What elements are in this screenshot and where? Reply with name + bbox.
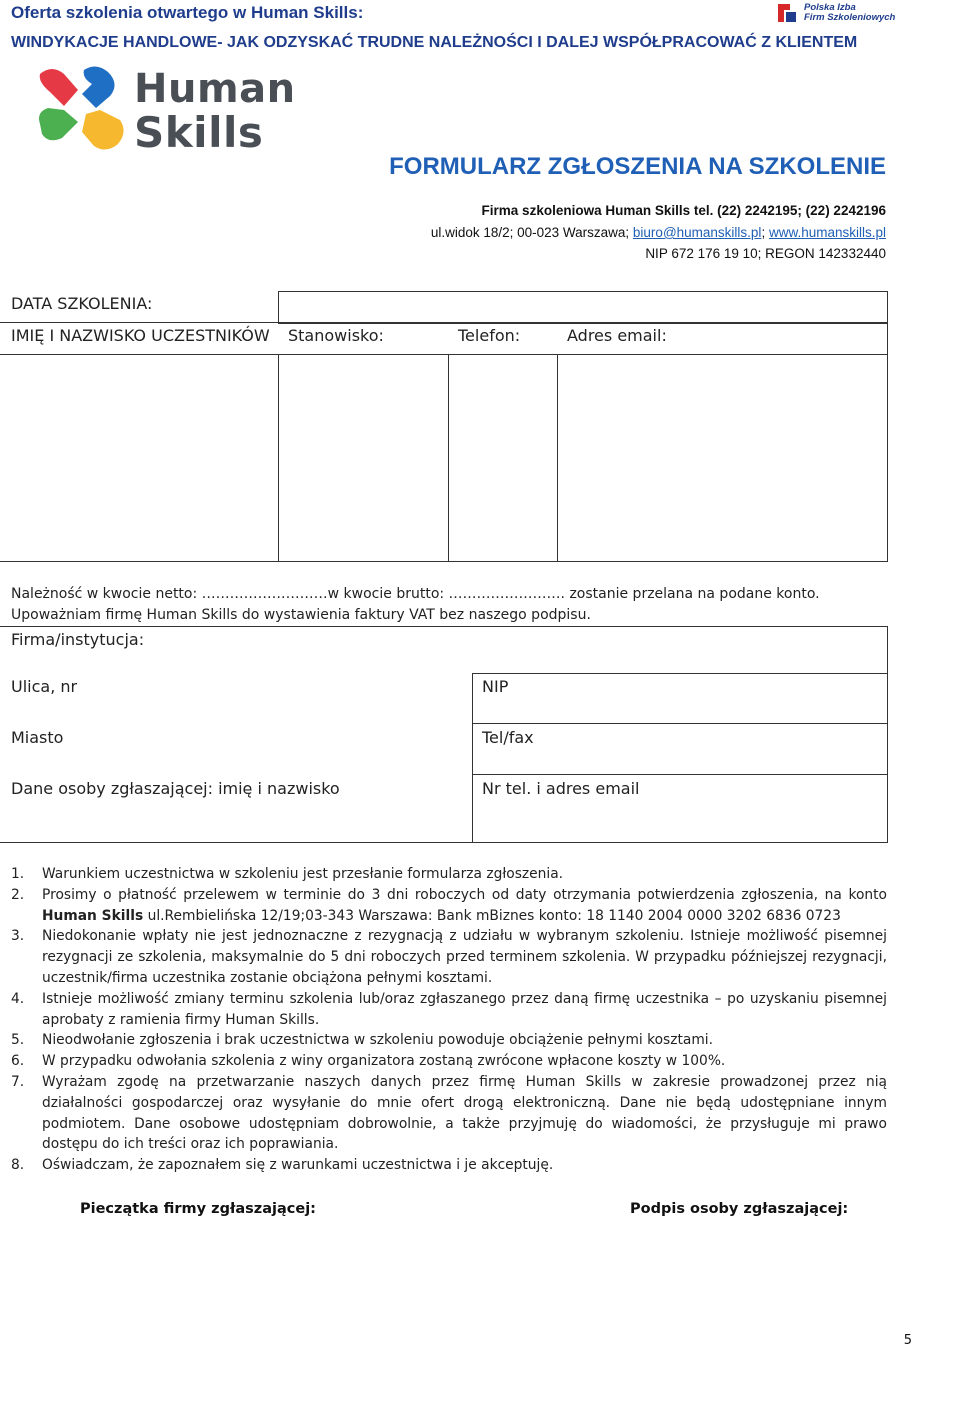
nip-label: NIP bbox=[482, 677, 509, 696]
terms-item bbox=[11, 1155, 887, 1176]
terms-item bbox=[11, 864, 887, 885]
terms-number: 7. bbox=[11, 1073, 25, 1090]
date-label: DATA SZKOLENIA: bbox=[11, 294, 153, 313]
pifs-mark-icon bbox=[776, 2, 798, 24]
terms-text bbox=[42, 885, 887, 927]
terms-text: Nieodwołanie zgłoszenia i brak uczestnictwa w szkoleniu powoduje obciążenie pełnymi kosztami. bbox=[42, 1032, 714, 1049]
company-contact-line: Firma szkoleniowa Human Skills tel. (22) 2242195; (22) 2242196 bbox=[481, 203, 886, 218]
terms-number: 3. bbox=[11, 928, 25, 945]
terms-item bbox=[11, 1051, 887, 1072]
applicant-label: Dane osoby zgłaszającej: imię i nazwisko bbox=[11, 779, 340, 798]
terms-item bbox=[11, 1072, 887, 1155]
terms-text-bold: Human Skills bbox=[42, 907, 144, 924]
telfax-label: Tel/fax bbox=[482, 728, 534, 747]
col-phone: Telefon: bbox=[458, 326, 521, 345]
pifs-logo-line2: Firm Szkoleniowych bbox=[804, 12, 896, 23]
col-email: Adres email: bbox=[567, 326, 667, 345]
street-label: Ulica, nr bbox=[11, 677, 78, 696]
terms-number: 8. bbox=[11, 1157, 25, 1174]
company-grid bbox=[0, 626, 888, 843]
terms-item bbox=[11, 885, 887, 927]
city-label: Miasto bbox=[11, 728, 64, 747]
terms-text-part: ul.Rembielińska 12/19;03-343 Warszawa: Bank mBiznes konto: 18 1140 2004 0000 3202 6836 0723 bbox=[143, 907, 841, 924]
separator: ; bbox=[761, 225, 769, 240]
terms-number: 2. bbox=[11, 886, 25, 903]
name-entry-area[interactable] bbox=[1, 356, 277, 561]
terms-item bbox=[11, 989, 887, 1031]
terms-text: W przypadku odwołania szkolenia z winy organizatora zostaną zwrócone wpłacone koszty w 100%. bbox=[42, 1053, 726, 1070]
pifs-logo bbox=[776, 0, 896, 30]
terms-item bbox=[11, 1030, 887, 1051]
col-name: IMIĘ I NAZWISKO UCZESTNIKÓW bbox=[11, 326, 270, 345]
terms-text: Istnieje możliwość zmiany terminu szkolenia lub/oraz zgłaszanego przez daną firmę uczestnika – po uzyskaniu pisemnej aprobaty z ramienia firmy Human Skills. bbox=[42, 990, 887, 1028]
terms-number: 5. bbox=[11, 1032, 25, 1049]
payment-line: Należność w kwocie netto: ………………………w kwocie brutto: ……………………. zostanie przelana na podane konto. bbox=[11, 586, 820, 602]
website-link[interactable]: www.humanskills.pl bbox=[768, 225, 886, 240]
date-cell[interactable] bbox=[278, 291, 888, 324]
terms-text: Niedokonanie wpłaty nie jest jednoznaczne z rezygnacją z udziału w wybranym szkoleniu. Istnieje możliwość pisemnej rezygnacji ze szkolenia, maksymalnie do 5 dni roboczych przed terminem szkolenia. W przypadku późniejszej rezygnacji, uczestnik/firma uczestnika zostanie obciążona pełnymi kosztami. bbox=[42, 928, 887, 986]
phone-email-label: Nr tel. i adres email bbox=[482, 779, 640, 798]
address-line bbox=[431, 225, 886, 240]
human-skills-logo bbox=[34, 62, 296, 162]
col-position: Stanowisko: bbox=[288, 326, 384, 345]
pifs-logo-line1: Polska Izba bbox=[804, 2, 856, 13]
page-number: 5 bbox=[903, 1333, 912, 1348]
terms-list bbox=[11, 864, 887, 1176]
terms-item bbox=[11, 926, 887, 988]
terms-text: Warunkiem uczestnictwa w szkoleniu jest przesłanie formularza zgłoszenia. bbox=[42, 866, 564, 882]
position-entry-area[interactable] bbox=[280, 356, 447, 561]
brand-line2: Skills bbox=[134, 108, 264, 157]
company-label: Firma/instytucja: bbox=[11, 630, 145, 649]
form-title: FORMULARZ ZGŁOSZENIA NA SZKOLENIE bbox=[389, 153, 886, 180]
course-title: WINDYKACJE HANDLOWE- JAK ODZYSKAĆ TRUDNE NALEŻNOŚCI I DALEJ WSPÓŁPRACOWAĆ Z KLIENTEM bbox=[11, 34, 858, 51]
address-text: ul.widok 18/2; 00-023 Warszawa; bbox=[430, 225, 633, 240]
email-entry-area[interactable] bbox=[559, 356, 887, 561]
terms-text-part: Prosimy o płatność przelewem w terminie do 3 dni roboczych od daty otrzymania potwierdzenia zgłoszenia, na konto bbox=[42, 886, 887, 903]
terms-text: Wyrażam zgodę na przetwarzanie naszych danych przez firmę Human Skills w zakresie prowadzonej przez nią działalności gospodarczej oraz wysyłanie do mnie ofert drogą elektroniczną. Dane nie będą udostępniane innym podmiotem. Dane osobowe udostępniam dobrowolnie, a także przyjmuję do wiadomości, że przysługuje mi prawo dostępu do ich treści oraz ich poprawiania. bbox=[42, 1073, 887, 1153]
terms-number: 6. bbox=[11, 1053, 25, 1070]
stamp-label: Pieczątka firmy zgłaszającej: bbox=[80, 1201, 316, 1217]
offer-line: Oferta szkolenia otwartego w Human Skills: bbox=[11, 3, 364, 22]
phone-entry-area[interactable] bbox=[450, 356, 556, 561]
invoice-authorization: Upoważniam firmę Human Skills do wystawienia faktury VAT bez naszego podpisu. bbox=[11, 607, 591, 623]
brand-line1: Human bbox=[134, 66, 296, 112]
nip-regon: NIP 672 176 19 10; REGON 142332440 bbox=[645, 246, 886, 261]
email-link[interactable]: biuro@humanskills.pl bbox=[632, 225, 762, 240]
terms-number: 1. bbox=[11, 866, 25, 882]
terms-number: 4. bbox=[11, 990, 25, 1007]
terms-text: Oświadczam, że zapoznałem się z warunkami uczestnictwa i je akceptuję. bbox=[42, 1157, 554, 1174]
signature-label: Podpis osoby zgłaszającej: bbox=[630, 1201, 849, 1217]
puzzle-logo-icon bbox=[34, 64, 129, 159]
